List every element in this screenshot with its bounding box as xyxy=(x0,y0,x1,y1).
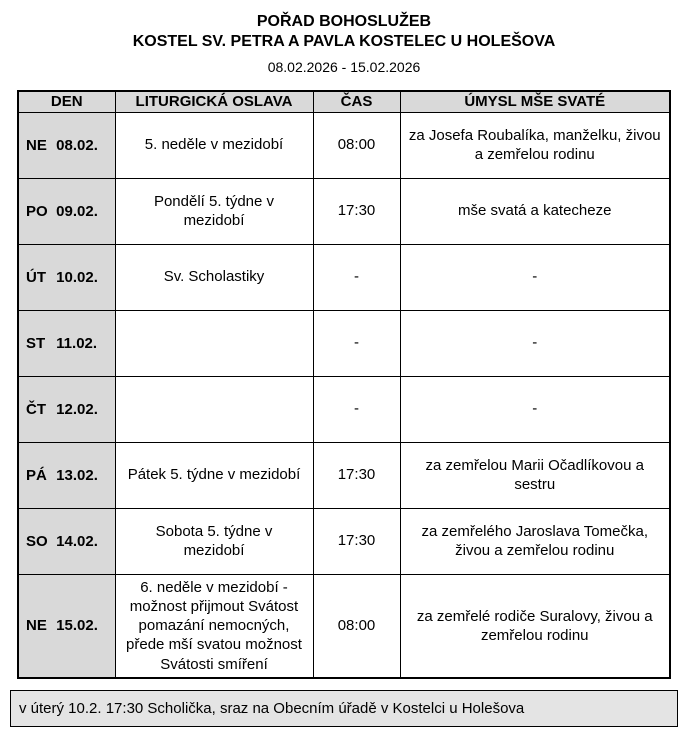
day-abbr: NE xyxy=(26,136,47,154)
intention-cell: - xyxy=(400,376,670,442)
day-cell xyxy=(18,376,115,442)
col-header-day: DEN xyxy=(18,91,115,112)
time-cell: 08:00 xyxy=(313,112,400,178)
intention-cell: mše svatá a katecheze xyxy=(400,178,670,244)
day-cell xyxy=(18,574,115,678)
time-cell: - xyxy=(313,376,400,442)
footer-note: v úterý 10.2. 17:30 Scholička, sraz na Obecním úřadě v Kostelci u Holešova xyxy=(10,690,678,727)
intention-cell: - xyxy=(400,310,670,376)
day-date: 08.02. xyxy=(56,136,98,154)
col-header-time: ČAS xyxy=(313,91,400,112)
table-row xyxy=(18,442,670,508)
page-header xyxy=(0,12,688,75)
day-date: 10.02. xyxy=(56,268,98,286)
intention-cell: - xyxy=(400,244,670,310)
intention-cell: za Josefa Roubalíka, manželku, živou a zemřelou rodinu xyxy=(400,112,670,178)
church-name: KOSTEL SV. PETRA A PAVLA KOSTELEC U HOLEŠOVA xyxy=(132,33,556,50)
celebration-cell: 5. neděle v mezidobí xyxy=(115,112,313,178)
day-date: 15.02. xyxy=(56,617,98,635)
date-range: 08.02.2026 - 15.02.2026 xyxy=(267,59,421,75)
day-date: 11.02. xyxy=(56,334,98,352)
day-abbr: SO xyxy=(26,532,48,550)
intention-cell: za zemřelou Marii Očadlíkovou a sestru xyxy=(400,442,670,508)
celebration-cell: Pondělí 5. týdne v mezidobí xyxy=(115,178,313,244)
time-cell: - xyxy=(313,310,400,376)
day-cell xyxy=(18,508,115,574)
day-cell xyxy=(18,112,115,178)
celebration-cell xyxy=(115,310,313,376)
time-cell: 17:30 xyxy=(313,178,400,244)
day-date: 12.02. xyxy=(56,400,98,418)
day-abbr: NE xyxy=(26,617,47,635)
day-date: 13.02. xyxy=(56,466,98,484)
col-header-celebration: LITURGICKÁ OSLAVA xyxy=(115,91,313,112)
day-abbr: ST xyxy=(26,334,46,352)
col-header-intention: ÚMYSL MŠE SVATÉ xyxy=(400,91,670,112)
day-abbr: ÚT xyxy=(26,268,46,286)
celebration-cell: Pátek 5. týdne v mezidobí xyxy=(115,442,313,508)
day-cell xyxy=(18,310,115,376)
table-row xyxy=(18,574,670,678)
day-cell xyxy=(18,178,115,244)
day-cell xyxy=(18,442,115,508)
time-cell: 08:00 xyxy=(313,574,400,678)
table-header-row xyxy=(18,91,670,112)
schedule-table xyxy=(17,90,671,679)
day-date: 09.02. xyxy=(56,202,98,220)
time-cell: 17:30 xyxy=(313,442,400,508)
table-row xyxy=(18,376,670,442)
time-cell: 17:30 xyxy=(313,508,400,574)
intention-cell: za zemřelého Jaroslava Tomečka, živou a zemřelou rodinu xyxy=(400,508,670,574)
celebration-cell: Sv. Scholastiky xyxy=(115,244,313,310)
day-date: 14.02. xyxy=(56,532,98,550)
day-cell xyxy=(18,244,115,310)
table-row xyxy=(18,508,670,574)
page-title: POŘAD BOHOSLUŽEB xyxy=(256,13,432,30)
celebration-cell: Sobota 5. týdne v mezidobí xyxy=(115,508,313,574)
table-row xyxy=(18,244,670,310)
day-abbr: ČT xyxy=(26,400,46,418)
celebration-cell: 6. neděle v mezidobí - možnost přijmout Svátost pomazání nemocných, přede mší svatou možnost Svátosti smíření xyxy=(115,574,313,678)
day-abbr: PÁ xyxy=(26,466,47,484)
table-row xyxy=(18,112,670,178)
intention-cell: za zemřelé rodiče Suralovy, živou a zemřelou rodinu xyxy=(400,574,670,678)
celebration-cell xyxy=(115,376,313,442)
table-row xyxy=(18,310,670,376)
day-abbr: PO xyxy=(26,202,48,220)
table-row xyxy=(18,178,670,244)
time-cell: - xyxy=(313,244,400,310)
